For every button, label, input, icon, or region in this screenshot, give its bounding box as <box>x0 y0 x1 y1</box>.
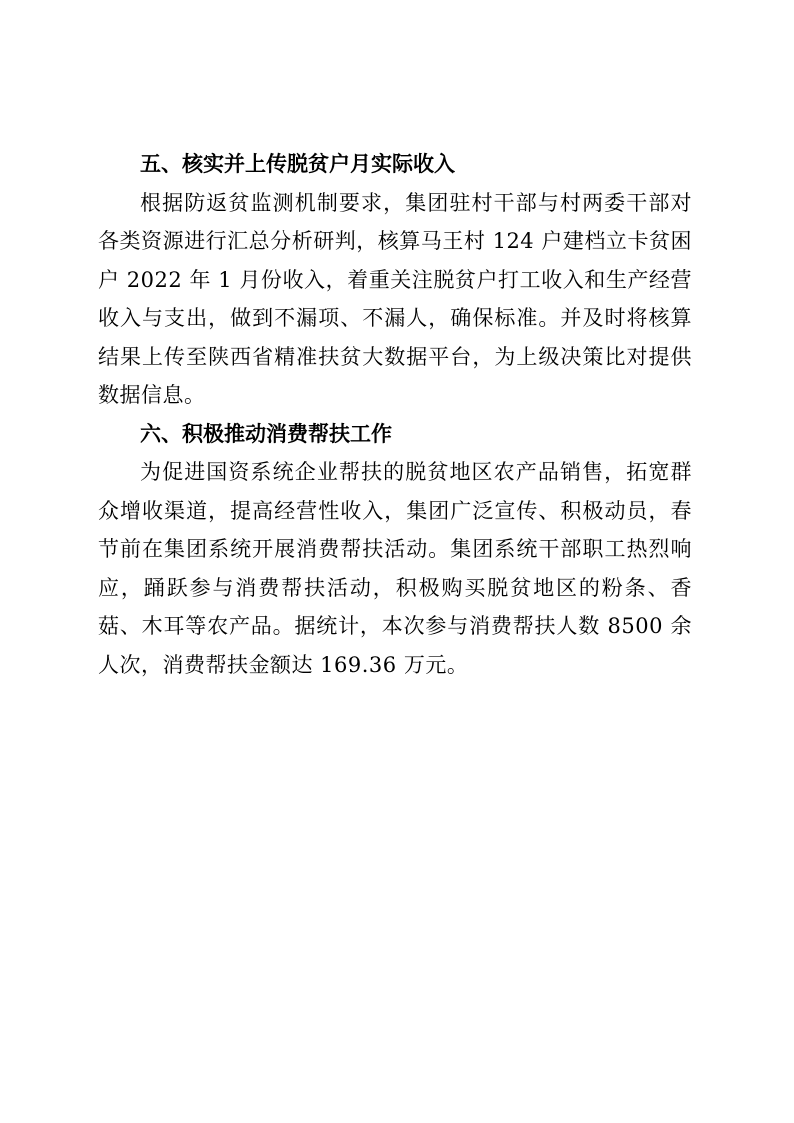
section-heading-five: 五、核实并上传脱贫户月实际收入 <box>140 152 455 176</box>
section-paragraph-five: 根据防返贫监测机制要求，集团驻村干部与村两委干部对各类资源进行汇总分析研判，核算马王村 124 户建档立卡贫困户 2022 年 1 月份收入，着重关注脱贫户打工收入和生产经营收入与支出，做到不漏项、不漏人，确保标准。并及时将核算结果上传至陕西省精准扶贫大数据平台，为上级决策比对提供数据信息。 <box>98 190 692 407</box>
section-heading-six: 六、积极推动消费帮扶工作 <box>140 421 392 446</box>
section-paragraph-six: 为促进国资系统企业帮扶的脱贫地区农产品销售，拓宽群众增收渠道，提高经营性收入，集团广泛宣传、积极动员，春节前在集团系统开展消费帮扶活动。集团系统干部职工热烈响应，踊跃参与消费帮扶活动，积极购买脱贫地区的粉条、香菇、木耳等农产品。据统计，本次参与消费帮扶人数 8500 余人次，消费帮扶金额达 169.36 万元。 <box>98 460 692 677</box>
document-content <box>98 145 692 684</box>
